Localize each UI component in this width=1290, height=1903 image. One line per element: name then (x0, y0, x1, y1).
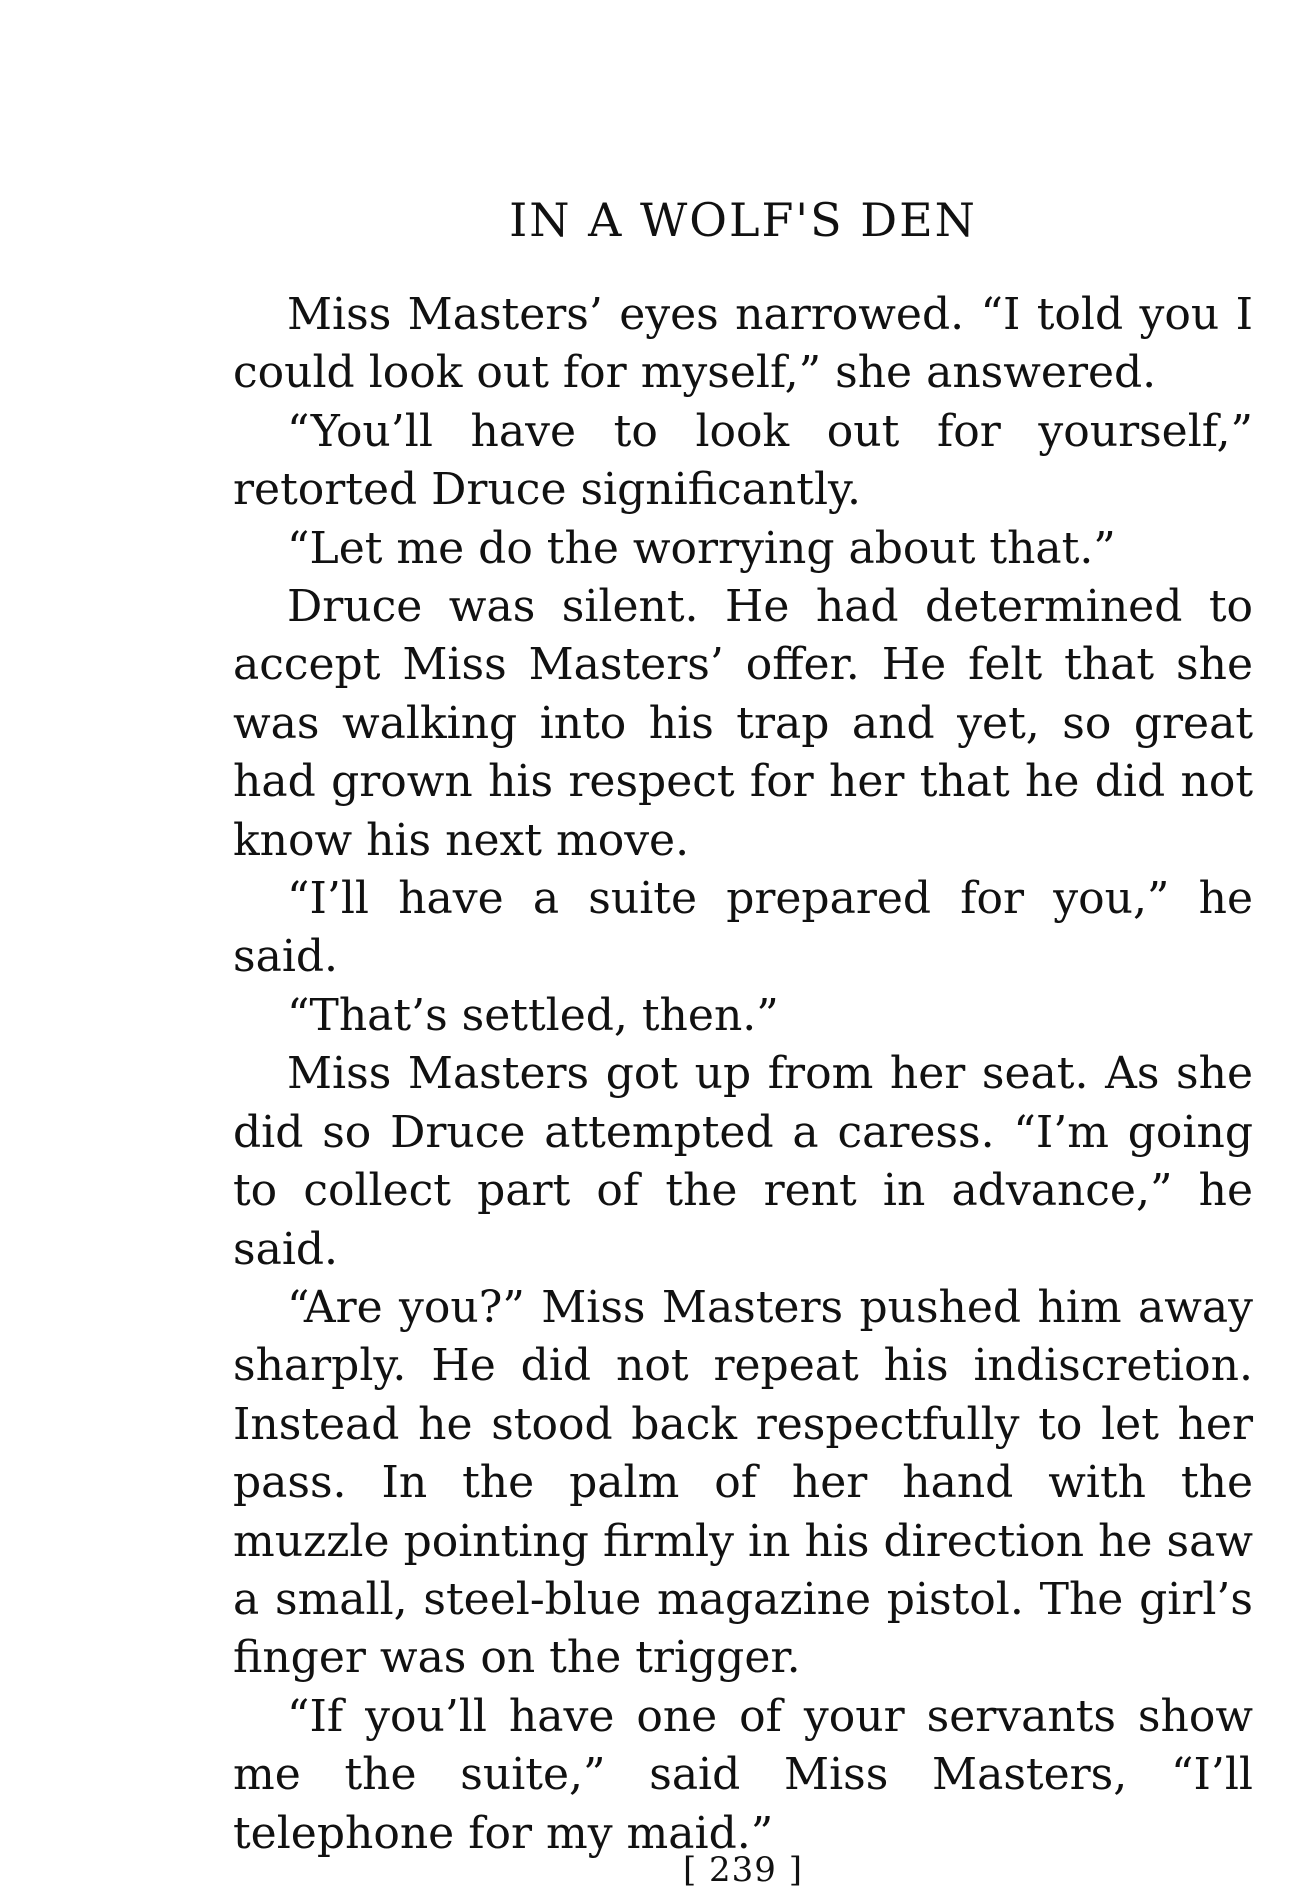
body-text (233, 286, 1253, 1863)
paragraph: “Let me do the worrying about that.” (287, 522, 1116, 574)
paragraph: “If you’ll have one of your servants show me the suite,” said Miss Masters, “I’ll telephone for my maid.” (233, 1690, 1253, 1859)
paragraph: Miss Masters got up from her seat. As she did so Druce attempted a caress. “I’m going to collect part of the rent in advance,” he said. (233, 1048, 1253, 1275)
paragraph: Druce was silent. He had determined to accept Miss Masters’ offer. He felt that she was walking into his trap and yet, so great had grown his respect for her that he did not know his next move. (233, 581, 1253, 866)
running-head: IN A WOLF'S DEN (509, 193, 977, 247)
paragraph: “Are you?” Miss Masters pushed him away sharply. He did not repeat his indiscretion. Instead he stood back respectfully to let her pass. In the palm of her hand with the muzzle pointing firmly in his direction he saw a small, steel-blue magazine pistol. The girl’s finger was on the trigger. (233, 1281, 1253, 1684)
page-number: [ 239 ] (682, 1850, 804, 1890)
paragraph: Miss Masters’ eyes narrowed. “I told you I could look out for myself,” she answered. (233, 289, 1253, 399)
book-page (233, 0, 1253, 1903)
paragraph: “You’ll have to look out for yourself,” retorted Druce significantly. (233, 405, 1253, 516)
paragraph: “That’s settled, then.” (287, 989, 779, 1041)
paragraph: “I’ll have a suite prepared for you,” he said. (233, 873, 1253, 983)
